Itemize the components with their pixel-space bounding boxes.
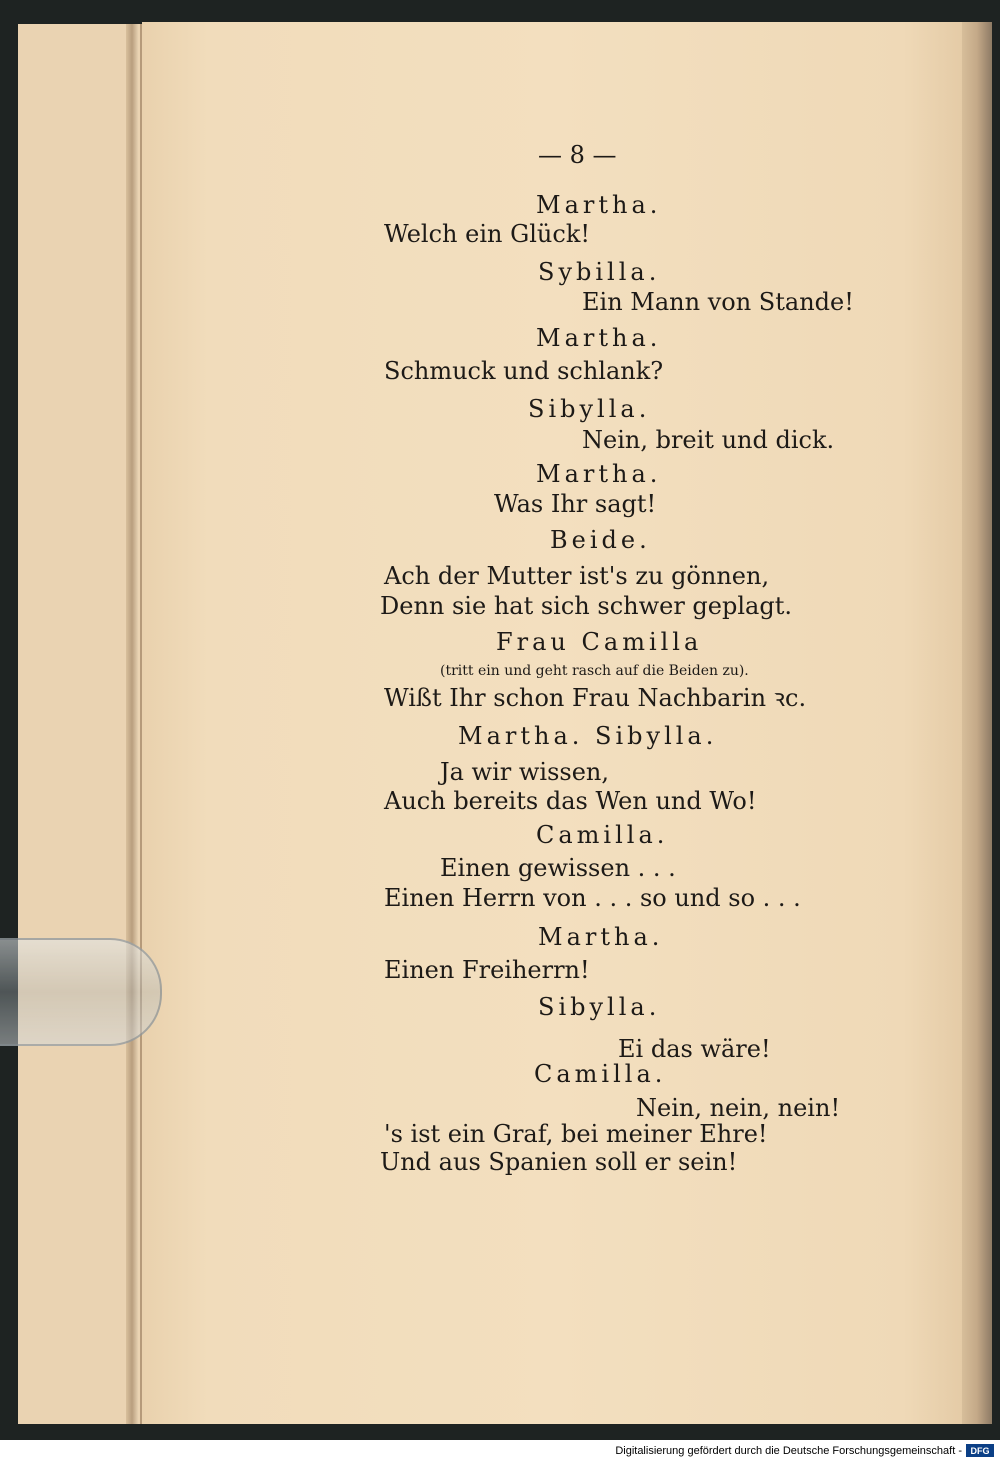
speaker-label: Martha. Sibylla. (458, 722, 718, 750)
verse-line: Schmuck und schlank? (384, 357, 664, 385)
stage-direction: (tritt ein und geht rasch auf die Beiden zu). (440, 663, 749, 679)
speaker-label: Camilla. (534, 1060, 667, 1088)
speaker-label: Martha. (536, 324, 662, 352)
speaker-label: Sibylla. (538, 993, 661, 1021)
footer-bar (0, 1440, 1000, 1462)
speaker-label: Camilla. (536, 821, 669, 849)
funding-credit: Digitalisierung gefördert durch die Deutsche Forschungsgemeinschaft - (615, 1445, 962, 1457)
verse-line: Wißt Ihr schon Frau Nachbarin ꝛc. (384, 684, 807, 712)
verse-line: Was Ihr sagt! (494, 490, 657, 518)
speaker-label: Martha. (536, 191, 662, 219)
transparent-page-clip (0, 938, 162, 1046)
verse-line: Auch bereits das Wen und Wo! (384, 787, 757, 815)
verse-line: Ach der Mutter ist's zu gönnen, (384, 562, 770, 590)
verse-line: Ja wir wissen, (440, 758, 610, 786)
page-right-edge (962, 22, 992, 1424)
verse-line: Ein Mann von Stande! (582, 288, 854, 316)
verse-line: Denn sie hat sich schwer geplagt. (380, 592, 792, 620)
verse-line: Nein, nein, nein! (636, 1094, 841, 1122)
book-gutter (126, 24, 138, 1424)
verse-line: Einen Freiherrn! (384, 956, 590, 984)
page-number: — 8 — (538, 141, 617, 169)
speaker-label: Sybilla. (538, 258, 661, 286)
speaker-label: Martha. (536, 460, 662, 488)
verse-line: Ei das wäre! (618, 1035, 771, 1063)
speaker-label: Beide. (550, 526, 651, 554)
verse-line: 's ist ein Graf, bei meiner Ehre! (384, 1120, 768, 1148)
verse-line: Und aus Spanien soll er sein! (380, 1148, 738, 1176)
verse-line: Einen gewissen . . . (440, 854, 676, 882)
verse-line: Einen Herrn von . . . so und so . . . (384, 884, 801, 912)
previous-page-edge (18, 24, 142, 1424)
verse-line: Welch ein Glück! (384, 220, 591, 248)
speaker-label: Martha. (538, 923, 664, 951)
speaker-label: Frau Camilla (496, 628, 703, 656)
verse-line: Nein, breit und dick. (582, 426, 835, 454)
speaker-label: Sibylla. (528, 395, 651, 423)
dfg-logo: DFG (966, 1444, 994, 1457)
